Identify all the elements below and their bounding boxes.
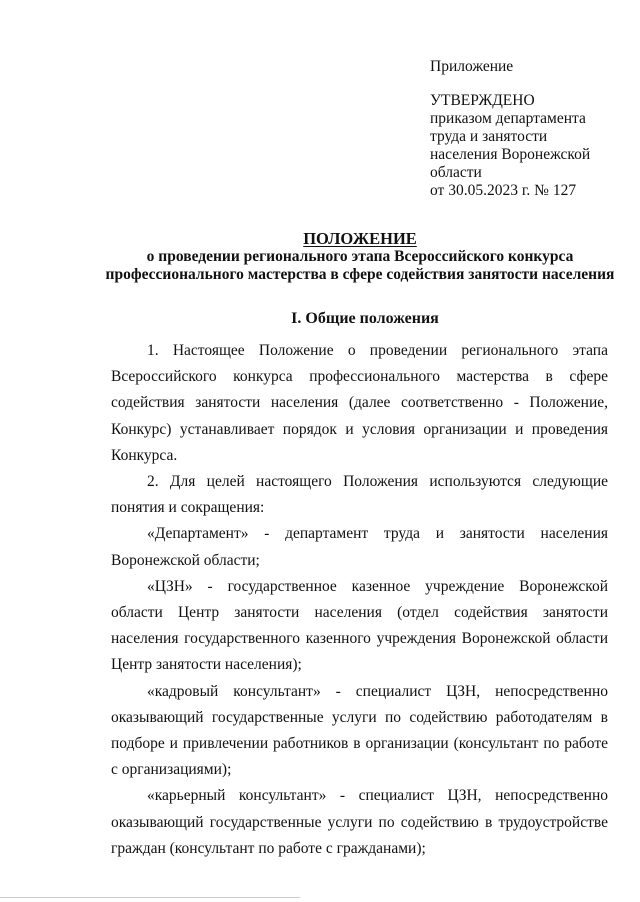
approval-line-1: приказом департамента [430, 110, 586, 127]
approval-line-2: труда и занятости [430, 128, 548, 145]
section-heading: I. Общие положения [291, 310, 439, 327]
appendix-label: Приложение [430, 58, 514, 75]
definition-department: «Департамент» - департамент труда и занятости населения Воронежской области; [111, 525, 608, 569]
document-subtitle-line-2: профессионального мастерства в сфере содействия занятости населения [105, 266, 615, 283]
definition-career-consultant: «карьерный консультант» - специалист ЦЗН, непосредственно оказывающий государственные услуги по содействию в трудоустройстве граждан (консультант по работе с гражданами); [111, 787, 608, 857]
approval-line-3: населения Воронежской [430, 146, 591, 163]
approval-order-date: от 30.05.2023 г. № 127 [430, 182, 577, 199]
approved-label: УТВЕРЖДЕНО [430, 92, 535, 109]
document-title: ПОЛОЖЕНИЕ [303, 229, 417, 248]
paragraph-1: 1. Настоящее Положение о проведении регионального этапа Всероссийского конкурса профессионального мастерства в сфере содействия занятости населения (далее соответственно - Положение, Конкурс) устанавливает порядок и условия организации и проведения Конкурса. [111, 342, 608, 464]
document-body [111, 338, 608, 862]
paragraph-2: 2. Для целей настоящего Положения используются следующие понятия и сокращения: [111, 473, 608, 517]
approval-line-4: области [430, 164, 482, 181]
definition-czn: «ЦЗН» - государственное казенное учреждение Воронежской области Центр занятости населения (отдел содействия занятости населения государственного казенного учреждения Воронежской области Центр занятости населения); [111, 577, 608, 674]
document-title-block [100, 230, 620, 284]
document-subtitle-line-1: о проведении регионального этапа Всероссийского конкурса [146, 248, 574, 265]
approval-stamp-block [430, 58, 630, 200]
definition-hr-consultant: «кадровый консультант» - специалист ЦЗН, непосредственно оказывающий государственные услуги по содействию работодателям в подборе и привлечении работников в организации (консультант по работе с организациями); [111, 682, 608, 779]
page-bottom-rule [0, 897, 300, 898]
